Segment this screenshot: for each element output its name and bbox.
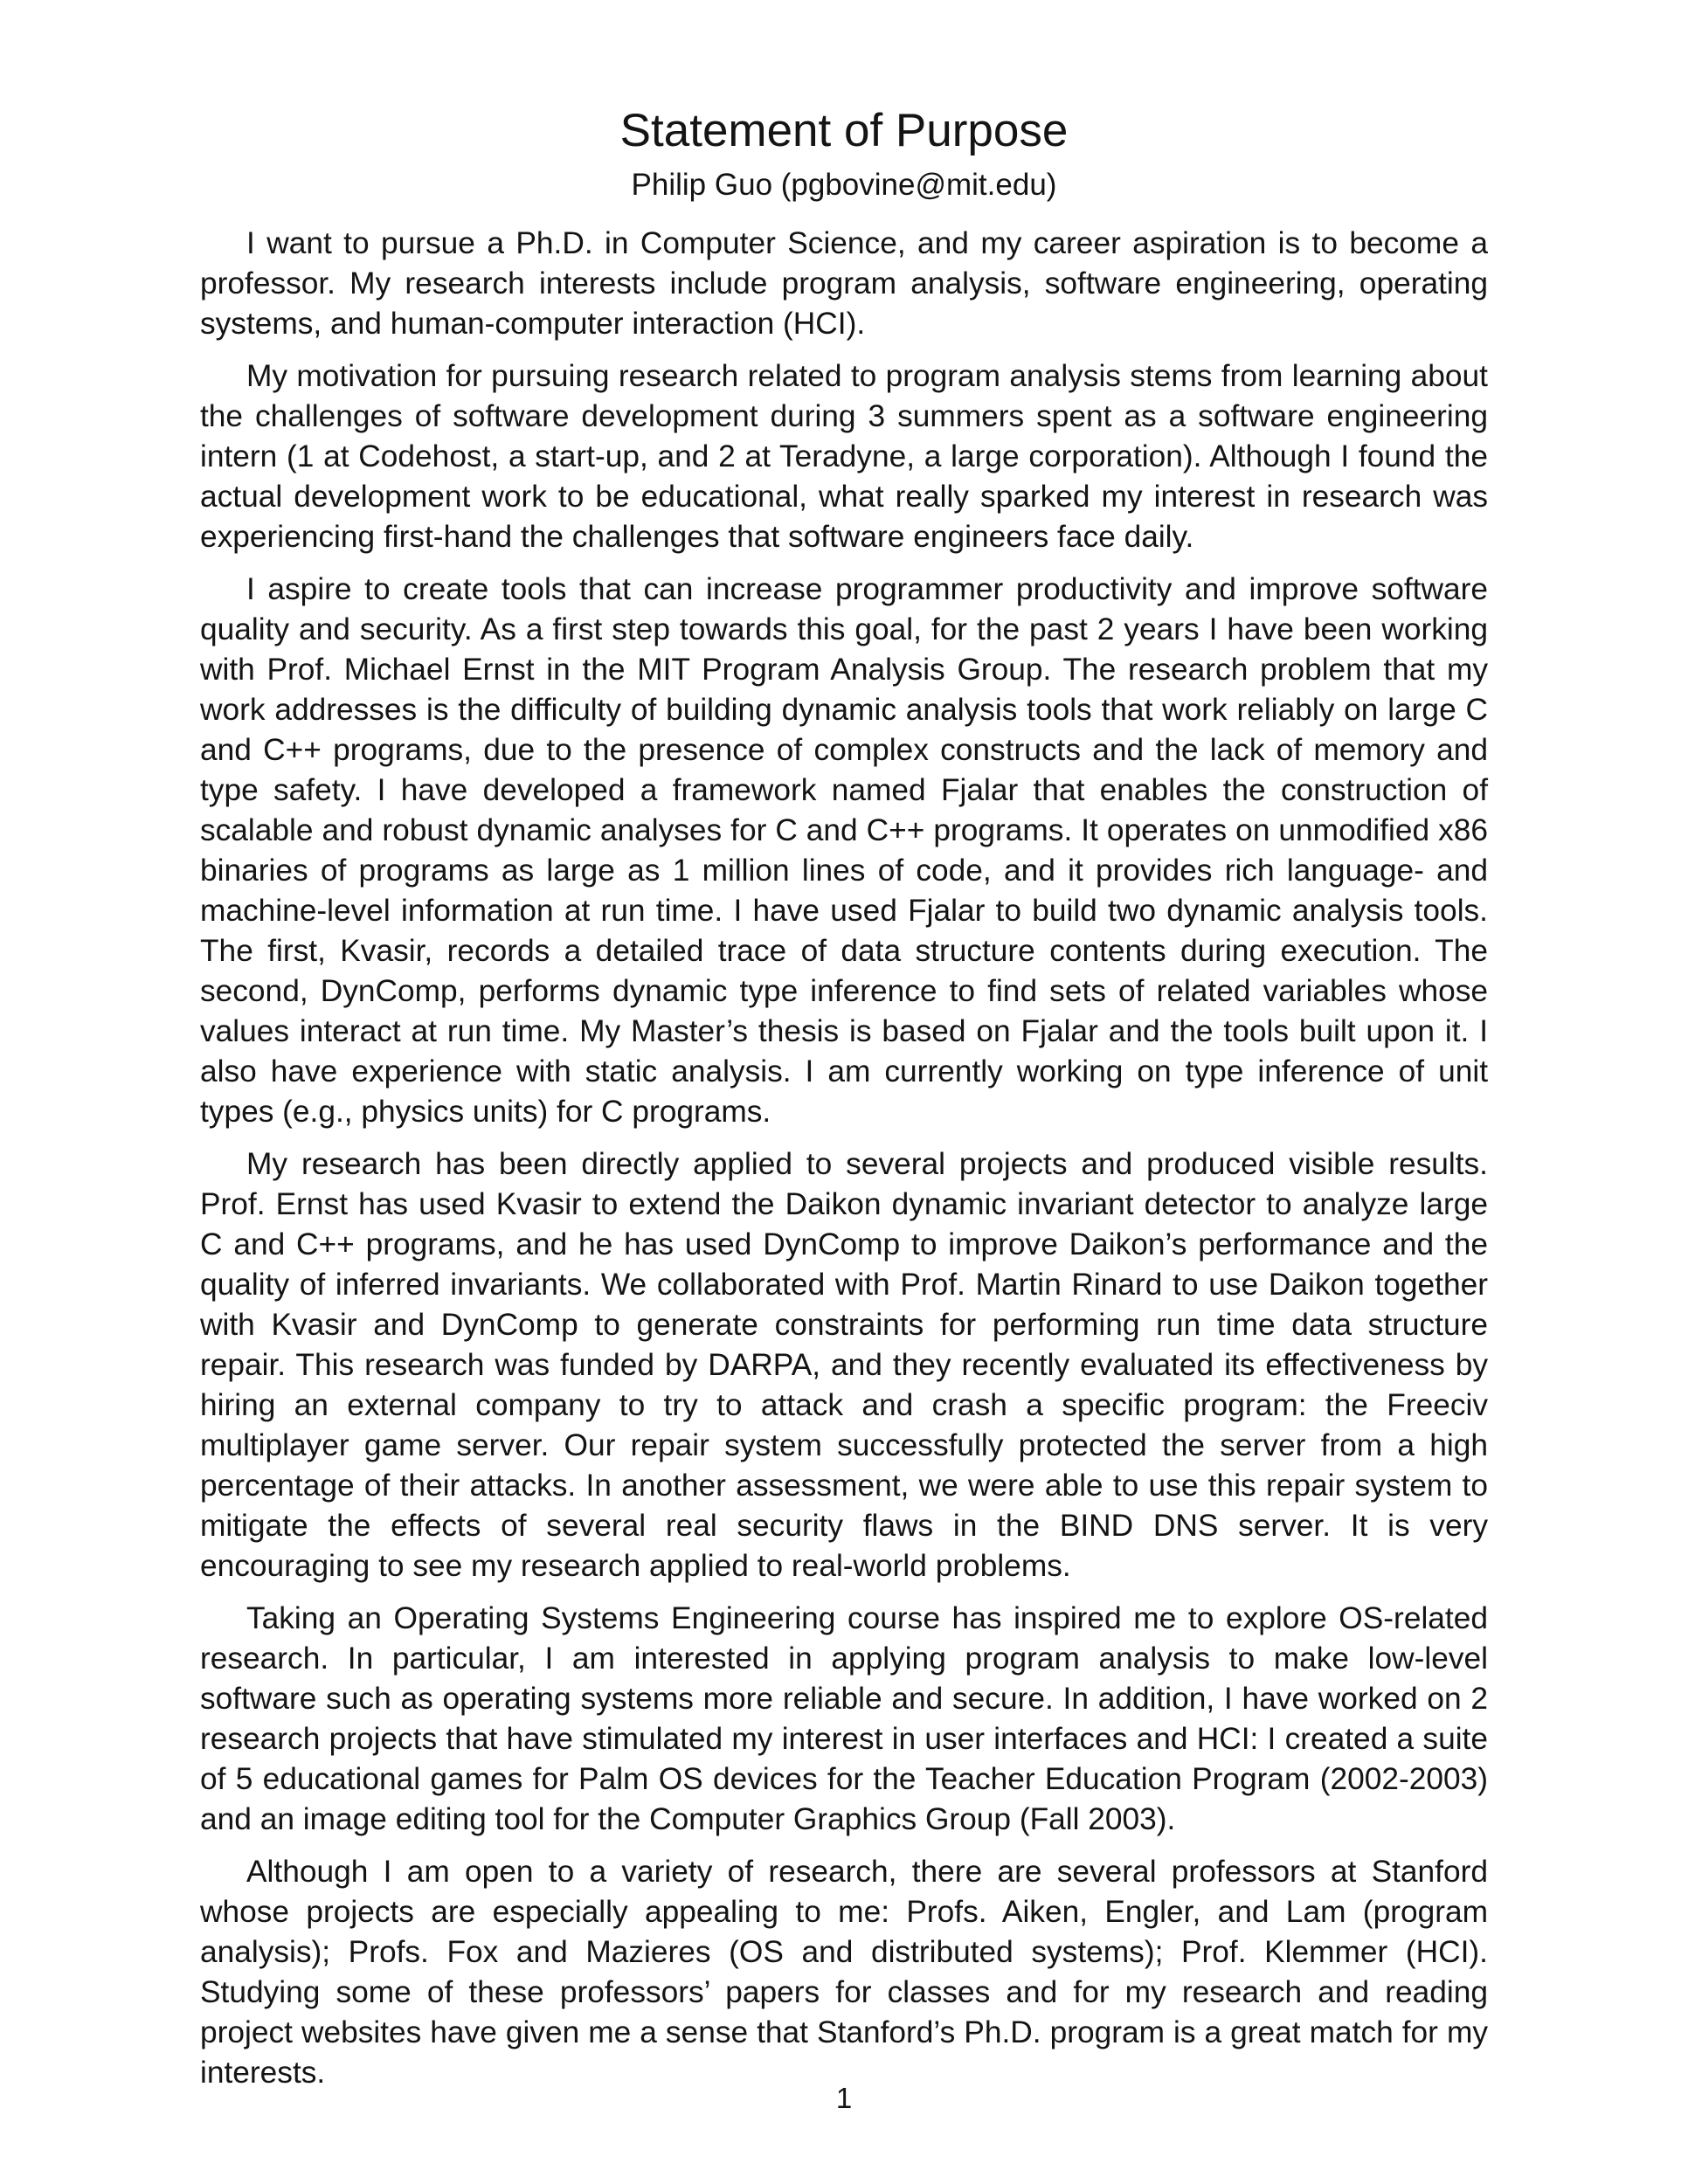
paragraph-research: I aspire to create tools that can increase programmer productivity and improve software quality and security. As a first step towards this goal, for the past 2 years I have been working with Prof. Michael Ernst in the MIT Program Analysis Group. The research problem that my work addresses is the difficulty of building dynamic analysis tools that work reliably on large C and C++ programs, due to the presence of complex constructs and the lack of memory and type safety. I have developed a framework named Fjalar that enables the construction of scalable and robust dynamic analyses for C and C++ programs. It operates on unmodified x86 binaries of programs as large as 1 million lines of code, and it provides rich language- and machine-level information at run time. I have used Fjalar to build two dynamic analysis tools. The first, Kvasir, records a detailed trace of data structure contents during execution. The second, DynComp, performs dynamic type inference to find sets of related variables whose values interact at run time. My Master’s thesis is based on Fjalar and the tools built upon it. I also have experience with static analysis. I am currently working on type inference of unit types (e.g., physics units) for C programs. [200,572,1488,1129]
paragraph-motivation: My motivation for pursuing research related to program analysis stems from learning about the challenges of software development during 3 summers spent as a software engineering intern (1 at Codehost, a start-up, and 2 at Teradyne, a large corporation). Although I found the actual development work to be educational, what really sparked my interest in research was experiencing first-hand the challenges that software engineers face daily. [200,359,1488,554]
paragraph-os-hci: Taking an Operating Systems Engineering course has inspired me to explore OS-related research. In particular, I am interested in applying program analysis to make low-level software such as operating systems more reliable and secure. In addition, I have worked on 2 research projects that have stimulated my interest in user interfaces and HCI: I created a suite of 5 educational games for Palm OS devices for the Teacher Education Program (2002-2003) and an image editing tool for the Computer Graphics Group (Fall 2003). [200,1601,1488,1836]
document-title: Statement of Purpose [619,105,1069,156]
paragraph-stanford: Although I am open to a variety of research, there are several professors at Stanford whose projects are especially appealing to me: Profs. Aiken, Engler, and Lam (program analysis); Profs. Fox and Mazieres (OS and distributed systems); Prof. Klemmer (HCI). Studying some of these professors’ papers for classes and for my research and reading project websites have given me a sense that Stanford’s Ph.D. program is a great match for my interests. [200,1855,1488,2090]
author-line: Philip Guo (pgbovine@mit.edu) [631,168,1057,202]
document-body [200,224,1488,2105]
page-number: 1 [835,2082,853,2114]
paragraph-intro: I want to pursue a Ph.D. in Computer Science, and my career aspiration is to become a professor. My research interests include program analysis, software engineering, operating systems, and human-computer interaction (HCI). [200,226,1488,341]
paragraph-results: My research has been directly applied to several projects and produced visible results. Prof. Ernst has used Kvasir to extend the Daikon dynamic invariant detector to analyze large C and C++ programs, and he has used DynComp to improve Daikon’s performance and the quality of inferred invariants. We collaborated with Prof. Martin Rinard to use Daikon together with Kvasir and DynComp to generate constraints for performing run time data structure repair. This research was funded by DARPA, and they recently evaluated its effectiveness by hiring an external company to try to attack and crash a specific program: the Freeciv multiplayer game server. Our repair system successfully protected the server from a high percentage of their attacks. In another assessment, we were able to use this repair system to mitigate the effects of several real security flaws in the BIND DNS server. It is very encouraging to see my research applied to real-world problems. [200,1147,1488,1583]
